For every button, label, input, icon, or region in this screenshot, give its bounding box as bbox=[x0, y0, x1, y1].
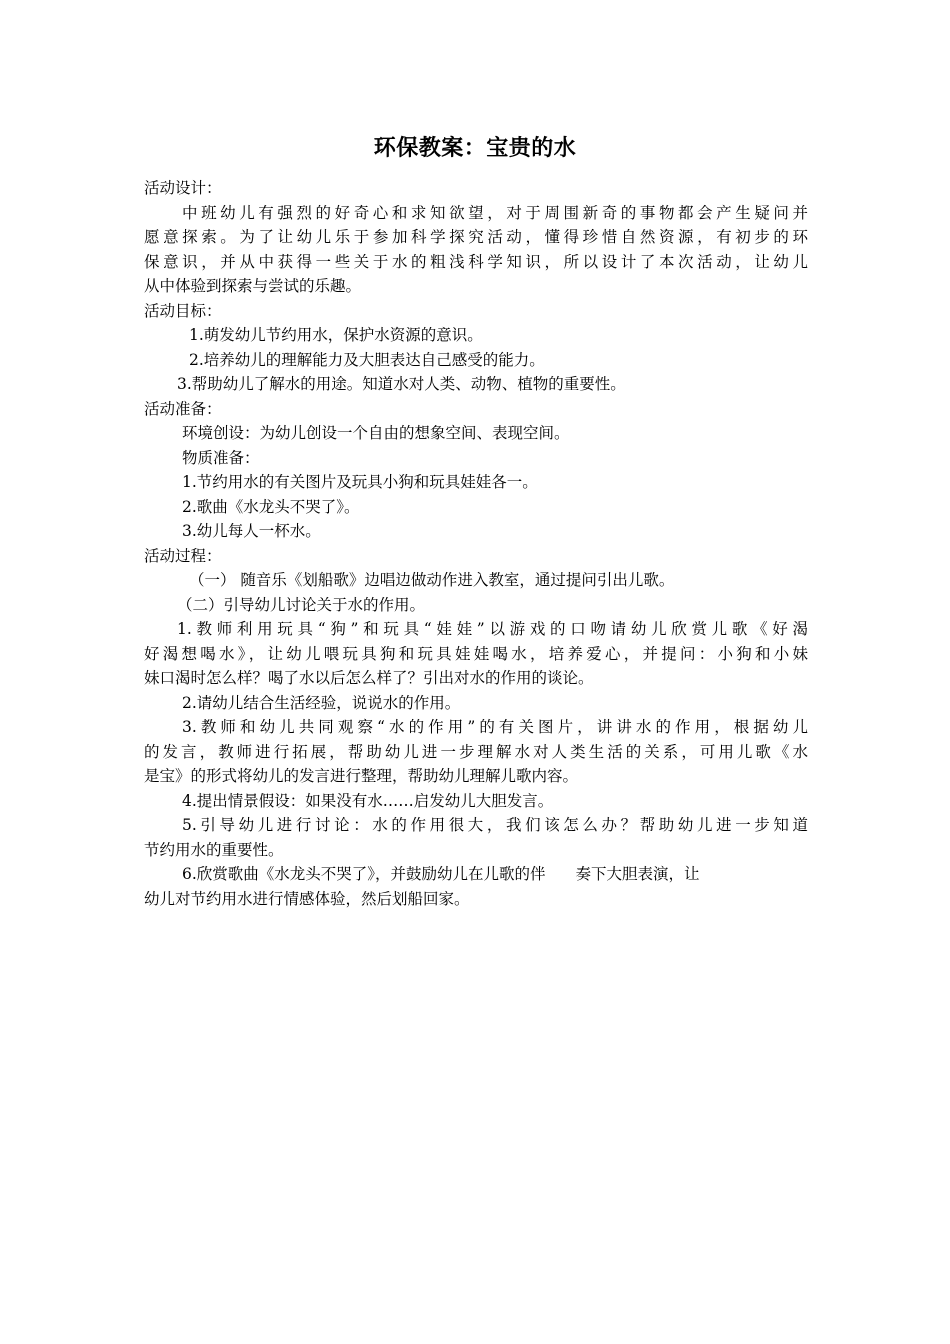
prep-item-1: 1.节约用水的有关图片及玩具小狗和玩具娃娃各一。 bbox=[182, 473, 538, 491]
process-step-1: （一） 随音乐《划船歌》边唱边做动作进入教室，通过提问引出儿歌。 bbox=[189, 571, 675, 589]
process-p3-line-2: 的发言，教师进行拓展，帮助幼儿进一步理解水对人类生活的关系，可用儿歌《水 bbox=[144, 742, 808, 761]
process-p1-line-2: 好渴想喝水》，让幼儿喂玩具狗和玩具娃娃喝水，培养爱心，并提问：小狗和小妹 bbox=[144, 644, 808, 663]
design-line-4: 从中体验到探索与尝试的乐趣。 bbox=[144, 277, 362, 295]
prep-item-2: 2.歌曲《水龙头不哭了》。 bbox=[182, 497, 360, 516]
prep-item-3: 3.幼儿每人一杯水。 bbox=[182, 522, 321, 540]
section-heading-prep: 活动准备： bbox=[144, 399, 222, 418]
design-line-3: 保意识，并从中获得一些关于水的粗浅科学知识，所以设计了本次活动，让幼儿 bbox=[144, 252, 808, 271]
prep-environment: 环境创设：为幼儿创设一个自由的想象空间、表现空间。 bbox=[182, 424, 570, 442]
section-heading-goals: 活动目标： bbox=[144, 301, 222, 320]
process-p3-line-1: 3.教师和幼儿共同观察“水的作用”的有关图片，讲讲水的作用，根据幼儿 bbox=[182, 718, 808, 736]
process-p5-line-2: 节约用水的重要性。 bbox=[144, 840, 284, 859]
process-p6-line-2: 幼儿对节约用水进行情感体验，然后划船回家。 bbox=[144, 889, 470, 908]
process-step-2: （二）引导幼儿讨论关于水的作用。 bbox=[177, 595, 426, 614]
section-heading-process: 活动过程： bbox=[144, 546, 222, 565]
section-heading-design: 活动设计： bbox=[144, 179, 222, 197]
process-p6-part-a: 6.欣赏歌曲《水龙头不哭了》，并鼓励幼儿在儿歌的伴 bbox=[182, 865, 546, 883]
process-p5-line-1: 5.引导幼儿进行讨论：水的作用很大，我们该怎么办？帮助幼儿进一步知道 bbox=[182, 816, 808, 834]
goal-item-1: 1.萌发幼儿节约用水，保护水资源的意识。 bbox=[189, 326, 483, 344]
goal-item-3: 3.帮助幼儿了解水的用途。知道水对人类、动物、植物的重要性。 bbox=[177, 375, 626, 393]
process-p6-part-b: 奏下大胆表演，让 bbox=[575, 865, 700, 883]
design-line-1: 中班幼儿有强烈的好奇心和求知欲望，对于周围新奇的事物都会产生疑问并 bbox=[182, 203, 808, 222]
document-title: 环保教案：宝贵的水 bbox=[373, 136, 577, 161]
process-p1-line-1: 1.教师利用玩具“狗”和玩具“娃娃”以游戏的口吻请幼儿欣赏儿歌《好渴 bbox=[177, 620, 808, 638]
process-p3-line-3: 是宝》的形式将幼儿的发言进行整理，帮助幼儿理解儿歌内容。 bbox=[144, 767, 579, 785]
design-line-2: 愿意探索。为了让幼儿乐于参加科学探究活动，懂得珍惜自然资源，有初步的环 bbox=[144, 228, 808, 246]
goal-item-2: 2.培养幼儿的理解能力及大胆表达自己感受的能力。 bbox=[189, 350, 545, 369]
process-p2: 2.请幼儿结合生活经验，说说水的作用。 bbox=[182, 693, 461, 712]
process-p1-line-3: 妹口渴时怎么样？喝了水以后怎么样了？引出对水的作用的谈论。 bbox=[144, 669, 594, 687]
process-p6-line-1 bbox=[144, 862, 808, 887]
document-body bbox=[144, 176, 808, 911]
prep-material-heading: 物质准备： bbox=[182, 448, 260, 467]
process-p4: 4.提出情景假设：如果没有水……启发幼儿大胆发言。 bbox=[182, 791, 554, 810]
